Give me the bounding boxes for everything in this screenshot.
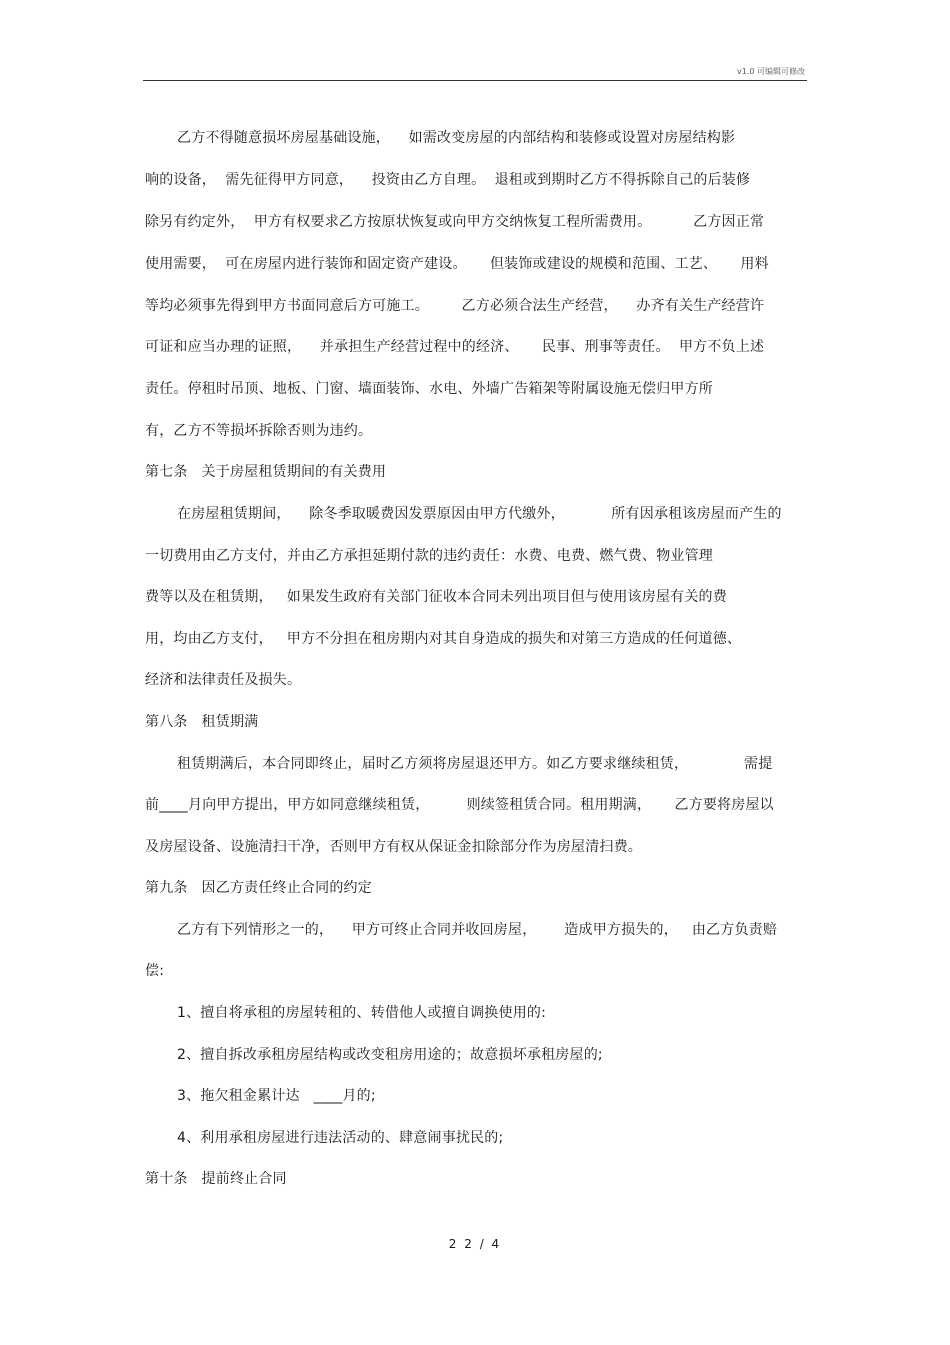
paragraph-line: 租赁期满后，本合同即终止，届时乙方须将房屋退还甲方。如乙方要求继续租赁， 需提 xyxy=(177,756,773,772)
paragraph-line: 等均必须事先得到甲方书面同意后方可施工。 乙方必须合法生产经营， 办齐有关生产经营许 xyxy=(145,298,765,314)
paragraph-line: 责任。停租时吊顶、地板、门窗、墙面装饰、水电、外墙广告箱架等附属设施无偿归甲方所 xyxy=(145,381,713,397)
paragraph-line: 费等以及在租赁期， 如果发生政府有关部门征收本合同未列出项目但与使用该房屋有关的费 xyxy=(145,589,727,605)
section-heading-9: 第九条 因乙方责任终止合同的约定 xyxy=(145,880,372,896)
paragraph-line: 响的设备， 需先征得甲方同意， 投资由乙方自理。 退租或到期时乙方不得拆除自己的后装修 xyxy=(145,172,751,188)
paragraph-line: 使用需要， 可在房屋内进行装饰和固定资产建设。 但装饰或建设的规模和范围、工艺、 用料 xyxy=(145,256,769,272)
paragraph-line: 在房屋租赁期间， 除冬季取暖费因发票原因由甲方代缴外， 所有因承租该房屋而产生的 xyxy=(177,506,782,522)
paragraph-line: 偿: xyxy=(145,963,165,979)
paragraph-line: 用，均由乙方支付， 甲方不分担在租房期内对其自身造成的损失和对第三方造成的任何道德、 xyxy=(145,631,742,647)
list-item: 4、利用承租房屋进行违法活动的、肆意闹事扰民的; xyxy=(177,1130,504,1146)
section-heading-10: 第十条 提前终止合同 xyxy=(145,1171,287,1187)
paragraph-line: 除另有约定外， 甲方有权要求乙方按原状恢复或向甲方交纳恢复工程所需费用。 乙方因正常 xyxy=(145,214,765,230)
section-heading-7: 第七条 关于房屋租赁期间的有关费用 xyxy=(145,464,387,480)
paragraph-line: 一切费用由乙方支付，并由乙方承担延期付款的违约责任：水费、电费、燃气费、物业管理 xyxy=(145,548,713,564)
paragraph-line: 乙方有下列情形之一的， 甲方可终止合同并收回房屋， 造成甲方损失的， 由乙方负责赔 xyxy=(177,922,778,938)
paragraph-line: 前____月向甲方提出，甲方如同意继续租赁， 则续签租赁合同。租用期满， 乙方要将房屋以 xyxy=(145,797,774,813)
paragraph-line: 有，乙方不等损坏拆除否则为违约。 xyxy=(145,423,373,439)
list-item: 3、拖欠租金累计达 ____月的; xyxy=(177,1088,376,1104)
paragraph-line: 可证和应当办理的证照， 并承担生产经营过程中的经济、 民事、刑事等责任。 甲方不负上述 xyxy=(145,339,765,355)
paragraph-line: 乙方不得随意损坏房屋基础设施， 如需改变房屋的内部结构和装修或设置对房屋结构影 xyxy=(177,130,736,146)
paragraph-line: 及房屋设备、设施清扫干净，否则甲方有权从保证金扣除部分作为房屋清扫费。 xyxy=(145,839,642,855)
paragraph-line: 经济和法律责任及损失。 xyxy=(145,672,302,688)
header-rule xyxy=(143,80,807,81)
header-version-text: v1.0 可编辑可修改 xyxy=(737,67,805,76)
page-number: 2 2 / 4 xyxy=(448,1237,502,1251)
list-item: 2、擅自拆改承租房屋结构或改变租房用途的；故意损坏承租房屋的; xyxy=(177,1047,603,1063)
list-item: 1、擅自将承租的房屋转租的、转借他人或擅自调换使用的: xyxy=(177,1005,547,1021)
section-heading-8: 第八条 租赁期满 xyxy=(145,714,259,730)
